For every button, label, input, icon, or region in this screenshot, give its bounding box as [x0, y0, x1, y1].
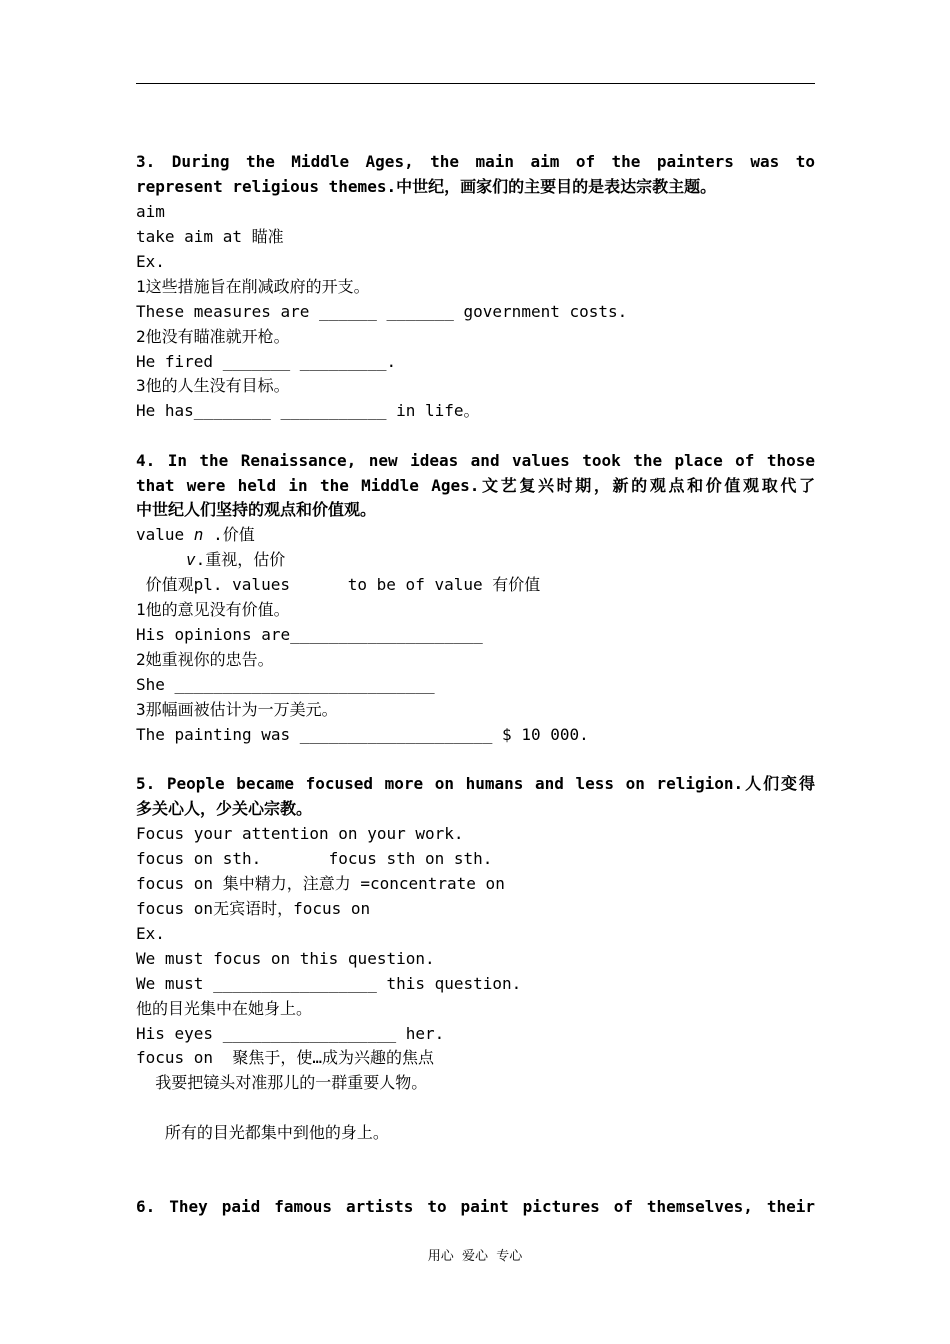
example-label: Ex. — [136, 924, 165, 943]
example-sentence: We must focus on this question. — [136, 949, 435, 968]
exercise-blank: He fired _______ _________. — [136, 352, 397, 371]
example-label: Ex. — [136, 252, 165, 271]
page-footer: 用心 爱心 专心 — [427, 1249, 523, 1264]
exercise-blank: We must _________________ this question. — [136, 974, 522, 993]
part-of-speech: n — [193, 525, 204, 544]
exercise-prompt: 3他的人生没有目标。 — [136, 376, 290, 395]
exercise-prompt: 2她重视你的忠告。 — [136, 650, 274, 669]
exercise-blank: His opinions are____________________ — [136, 625, 483, 644]
section-4-heading-line-2: that were held in the Middle Ages.文艺复兴时期，新的观点和价值观取代了 — [136, 476, 815, 495]
part-of-speech: v — [186, 550, 196, 569]
exercise-prompt: 2他没有瞄准就开枪。 — [136, 327, 290, 346]
section-5-heading-line-1: 5. People became focused more on humans and less on religion.人们变得 — [136, 774, 815, 793]
header-rule — [136, 83, 815, 84]
phrase-line: take aim at 瞄准 — [136, 227, 284, 246]
section-4-heading-line-3: 中世纪人们坚持的观点和价值观。 — [136, 500, 377, 519]
exercise-prompt: 我要把镜头对准那儿的一群重要人物。 — [136, 1073, 428, 1092]
verb-definition-line — [186, 550, 865, 570]
phrase-line: focus on 集中精力，注意力 =concentrate on — [136, 874, 505, 893]
exercise-blank: He has________ ___________ in life。 — [136, 401, 480, 420]
definition: .价值 — [203, 525, 255, 544]
exercise-blank: The painting was ____________________ $ 10 000. — [136, 725, 589, 744]
section-5-heading-line-2: 多关心人，少关心宗教。 — [136, 799, 313, 818]
vocab-word-line — [136, 525, 815, 545]
vocab-word: value — [136, 525, 194, 544]
exercise-prompt: 3那幅画被估计为一万美元。 — [136, 700, 338, 719]
section-3-heading-line-1: 3. During the Middle Ages, the main aim of the painters was to — [136, 152, 815, 171]
phrase-line: focus on sth. focus sth on sth. — [136, 849, 493, 868]
exercise-prompt: 所有的目光都集中到他的身上。 — [136, 1123, 389, 1142]
section-6-heading-line-1: 6. They paid famous artists to paint pictures of themselves, their — [136, 1197, 815, 1216]
vocab-word: aim — [136, 202, 165, 221]
exercise-blank: She ___________________________ — [136, 675, 435, 694]
exercise-prompt: 他的目光集中在她身上。 — [136, 999, 313, 1018]
exercise-blank: His eyes __________________ her. — [136, 1024, 445, 1043]
exercise-prompt: 1他的意见没有价值。 — [136, 600, 290, 619]
section-3-heading-line-2: represent religious themes.中世纪，画家们的主要目的是表达宗教主题。 — [136, 177, 717, 196]
exercise-blank: These measures are ______ _______ government costs. — [136, 302, 628, 321]
section-4-heading-line-1: 4. In the Renaissance, new ideas and values took the place of those — [136, 451, 815, 470]
example-sentence: Focus your attention on your work. — [136, 824, 464, 843]
exercise-prompt: 1这些措施旨在削减政府的开支。 — [136, 277, 370, 296]
phrase-line: focus on 聚焦于，使…成为兴趣的焦点 — [136, 1048, 434, 1067]
phrase-line: focus on无宾语时，focus on — [136, 899, 371, 918]
definition: .重视，估价 — [195, 550, 286, 569]
phrase-line: 价值观pl. values to be of value 有价值 — [136, 575, 541, 594]
